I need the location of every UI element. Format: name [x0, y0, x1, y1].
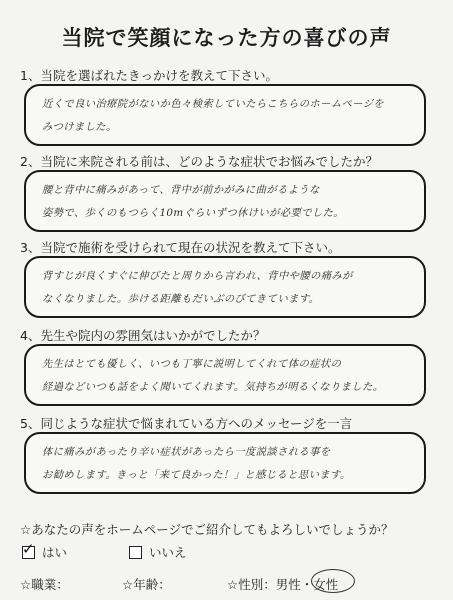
- yes-label: はい: [42, 545, 68, 560]
- question-5-label: 5、同じような症状で悩まれている方へのメッセージを一言: [20, 416, 353, 431]
- answer-1-line-2: みつけました。: [42, 121, 117, 133]
- gender-field: ☆性別：男性・女性: [227, 577, 339, 592]
- page-title: 当院で笑顔になった方の喜びの声: [61, 26, 392, 50]
- answer-4-line-1: 先生はとても優しく、いつも丁寧に説明してくれて体の症状の: [42, 358, 342, 370]
- check-mark-icon: ✓: [22, 539, 35, 558]
- answer-2-line-2: 姿勢で、歩くのもつらく10mぐらいずつ休けいが必要でした。: [42, 207, 344, 219]
- question-3-label: 3、当院で施術を受けられて現在の状況を教えて下さい。: [20, 240, 341, 255]
- question-4-label: 4、先生や院内の雰囲気はいかがでしたか？: [20, 328, 266, 343]
- answer-5-box: [24, 432, 426, 494]
- answer-5-line-2: お勧めします。きっと「来て良かった！」と感じると思います。: [42, 469, 351, 481]
- answer-1-line-1: 近くで良い治療院がないか色々検索していたらこちらのホームページを: [42, 98, 385, 110]
- no-label: いいえ: [149, 545, 187, 560]
- selected-gender-circle: [311, 569, 355, 593]
- consent-yes-option[interactable]: [22, 539, 68, 561]
- no-checkbox[interactable]: [129, 546, 142, 559]
- answer-3-box: [24, 256, 426, 318]
- answer-4-line-2: 経過などいつも話をよく聞いてくれます。気持ちが明るくなりました。: [42, 381, 384, 393]
- answer-5-line-1: 体に痛みがあったり辛い症状があったら一度説談される事を: [42, 446, 331, 458]
- yes-checkbox[interactable]: [22, 539, 35, 559]
- question-1-label: 1、当院を選ばれたきっかけを教えて下さい。: [20, 68, 278, 83]
- consent-no-option[interactable]: [129, 543, 187, 561]
- age-field: ☆年齢：: [122, 577, 171, 592]
- answer-2-box: [24, 170, 426, 232]
- consent-question: ☆あなたの声をホームページでご紹介してもよろしいでしょうか？: [20, 522, 394, 537]
- answer-3-line-1: 背すじが良くすぐに伸びたと周りから言われ、背中や腰の痛みが: [42, 270, 353, 282]
- question-2-label: 2、当院に来院される前は、どのような症状でお悩みでしたか？: [20, 154, 378, 169]
- answer-4-box: [24, 344, 426, 406]
- answer-1-box: [24, 84, 426, 146]
- answer-3-line-2: なくなりました。歩ける距離もだいぶのびてきています。: [42, 293, 320, 305]
- occupation-field: ☆職業：: [20, 577, 69, 592]
- answer-2-line-1: 腰と背中に痛みがあって、背中が前かがみに曲がるような: [42, 184, 320, 196]
